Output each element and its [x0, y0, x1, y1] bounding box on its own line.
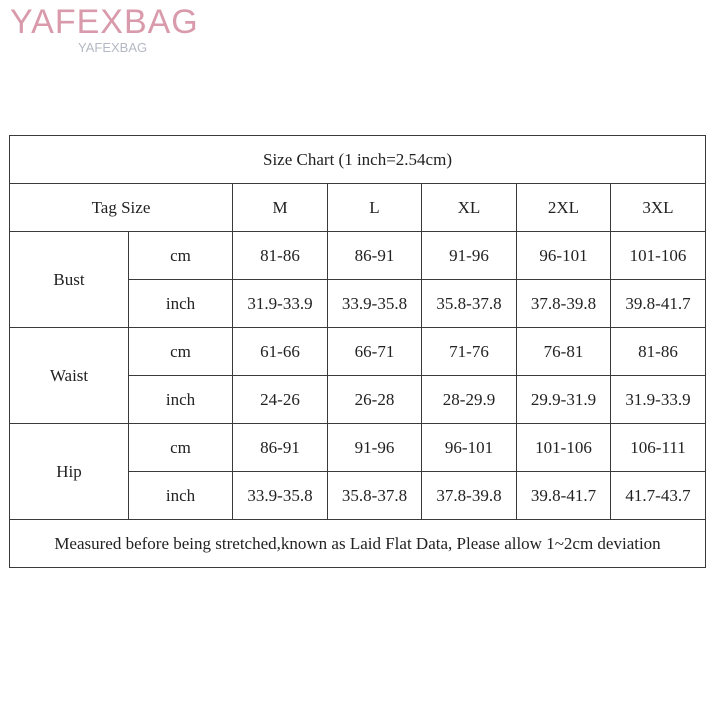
unit-label: cm: [129, 424, 233, 472]
note-row: [10, 520, 706, 568]
table-cell: 31.9-33.9: [611, 376, 706, 424]
table-cell: 31.9-33.9: [233, 280, 328, 328]
brand-sub-text: YAFEXBAG: [78, 40, 148, 55]
table-cell: 24-26: [233, 376, 328, 424]
table-cell: 37.8-39.8: [422, 472, 517, 520]
measure-label: Waist: [10, 328, 129, 424]
header-row: [10, 184, 706, 232]
table-cell: 41.7-43.7: [611, 472, 706, 520]
title-row: [10, 136, 706, 184]
table-cell: 66-71: [328, 328, 422, 376]
table-cell: 81-86: [611, 328, 706, 376]
table-note: Measured before being stretched,known as Laid Flat Data, Please allow 1~2cm deviation: [10, 520, 706, 568]
table-row: [10, 232, 706, 280]
unit-label: cm: [129, 232, 233, 280]
table-cell: 37.8-39.8: [517, 280, 611, 328]
unit-label: inch: [129, 280, 233, 328]
table-cell: 101-106: [611, 232, 706, 280]
table-cell: 81-86: [233, 232, 328, 280]
table-cell: 35.8-37.8: [422, 280, 517, 328]
table-cell: 106-111: [611, 424, 706, 472]
tag-size-label: Tag Size: [10, 184, 233, 232]
table-row: [10, 328, 706, 376]
table-cell: 28-29.9: [422, 376, 517, 424]
table-cell: 96-101: [422, 424, 517, 472]
size-chart-table: [9, 135, 706, 568]
table-cell: 33.9-35.8: [233, 472, 328, 520]
size-header: XL: [422, 184, 517, 232]
table-cell: 29.9-31.9: [517, 376, 611, 424]
measure-label: Bust: [10, 232, 129, 328]
table-cell: 76-81: [517, 328, 611, 376]
table-title: Size Chart (1 inch=2.54cm): [10, 136, 706, 184]
table-cell: 86-91: [328, 232, 422, 280]
table-cell: 96-101: [517, 232, 611, 280]
size-header: 2XL: [517, 184, 611, 232]
size-header: 3XL: [611, 184, 706, 232]
table-row: [10, 424, 706, 472]
unit-label: inch: [129, 376, 233, 424]
table-cell: 91-96: [328, 424, 422, 472]
table-cell: 39.8-41.7: [517, 472, 611, 520]
measure-label: Hip: [10, 424, 129, 520]
brand-watermark: [10, 2, 199, 55]
table-cell: 39.8-41.7: [611, 280, 706, 328]
table-cell: 61-66: [233, 328, 328, 376]
size-header: M: [233, 184, 328, 232]
unit-label: cm: [129, 328, 233, 376]
table-cell: 101-106: [517, 424, 611, 472]
table-cell: 86-91: [233, 424, 328, 472]
brand-logo: YAFEXBAG: [10, 3, 199, 41]
table-cell: 91-96: [422, 232, 517, 280]
size-header: L: [328, 184, 422, 232]
table-cell: 33.9-35.8: [328, 280, 422, 328]
table-cell: 35.8-37.8: [328, 472, 422, 520]
table-cell: 26-28: [328, 376, 422, 424]
table-cell: 71-76: [422, 328, 517, 376]
unit-label: inch: [129, 472, 233, 520]
